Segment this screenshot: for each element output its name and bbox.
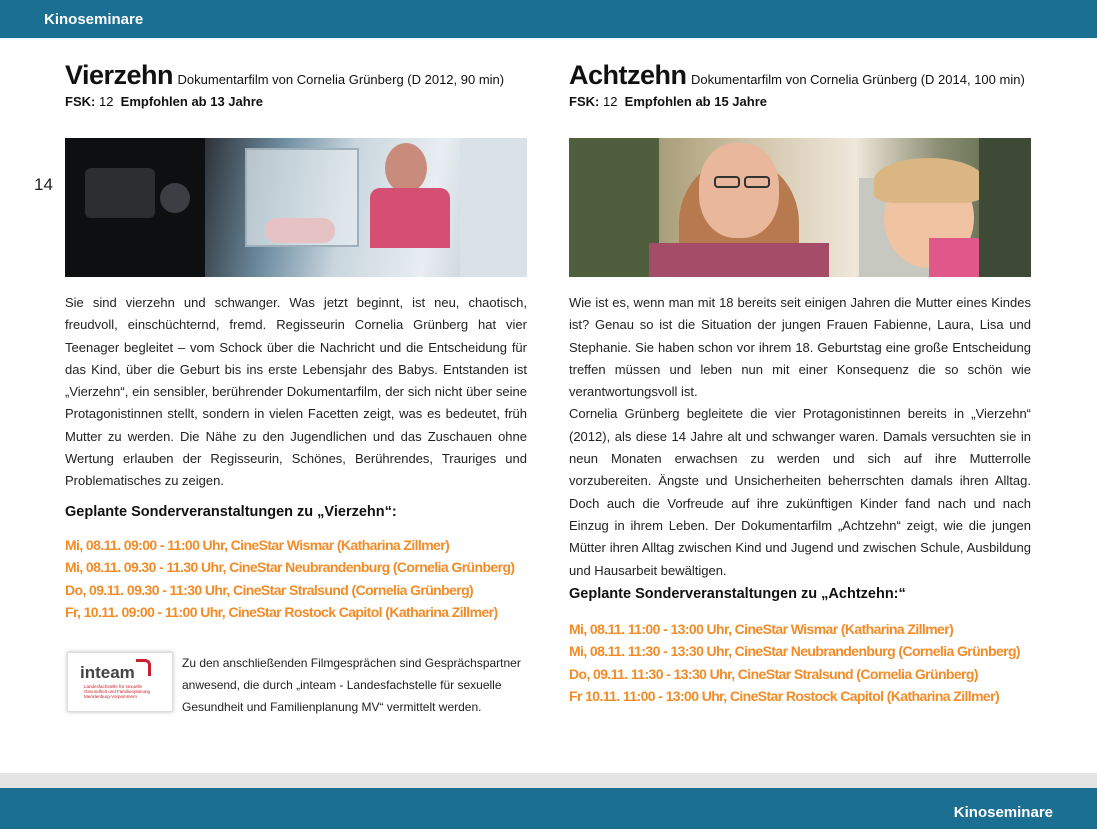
- header-bar: [0, 0, 1097, 38]
- description-paragraph: Sie sind vierzehn und schwanger. Was jetzt beginnt, ist neu, chaotisch, freudvoll, einschüchternd, fremd. Regisseurin Cornelia Grünberg hat vier Teenager begleitet – vom Schock über die Nachricht und die Entscheidung für das Kind, über die Geburt bis ins erste Lebensjahr des Babys. Entstanden ist „Vierzehn“, ein sensibler, berührender Dokumentarfilm, der sich nicht über seine Protagonistinnen stellt, sondern in vielen Facetten zeigt, was es bedeutet, früh Mutter zu werden. Die Nähe zu den Jugendlichen und das Zuschauen ohne Wertung erlauben der Regisseurin, Schönes, Berührendes, Trauriges und Problematisches zu zeigen.: [65, 295, 527, 489]
- page-number: 14: [34, 175, 53, 194]
- inteam-logo-subtitle: Landesfachstelle für sexuelle Gesundheit und Familienplanung Mecklenburg-Vorpommern: [84, 684, 151, 699]
- film-title: Vierzehn: [65, 60, 174, 90]
- footer-bar: [0, 788, 1097, 829]
- film-title: Achtzehn: [569, 60, 687, 90]
- event-item: Mi, 08.11. 11:30 - 13:30 Uhr, CineStar Neubrandenburg (Cornelia Grünberg): [569, 643, 1020, 660]
- film-title-line: [65, 60, 527, 94]
- description-paragraph: Cornelia Grünberg begleitete die vier Protagonistinnen bereits in „Vierzehn“ (2012), als diese 14 Jahre alt und schwanger waren. Damals versuchten sie in neun Monaten erwachsen zu werden und sich auf ihre Mutterrolle vorzubereiten. Ängste und Unsicherheiten beherrschten damals ihren Alltag. Doch auch die Vorfreude auf ihre zukünftigen Kinder fand nach und nach Einzug in ihrem Leben. Der Dokumentarfilm „Achtzehn“ zeigt, wie die jungen Mütter ihren Alltag zwischen Kind und Jugend und zwischen Schule, Ausbildung und Hausarbeit bewältigen.: [569, 406, 1031, 578]
- events-heading: Geplante Sonderveranstaltungen zu „Vierzehn“:: [65, 503, 397, 520]
- fsk-label: FSK:: [569, 94, 600, 109]
- footer-divider: [0, 773, 1097, 788]
- film-description: [65, 292, 527, 493]
- film-subtitle: Dokumentarfilm von Cornelia Grünberg (D 2012, 90 min): [177, 72, 505, 87]
- film-still-hospital: [65, 138, 527, 277]
- film-title-line: [569, 60, 1031, 94]
- event-item: Fr, 10.11. 09:00 - 11:00 Uhr, CineStar Rostock Capitol (Katharina Zillmer): [65, 604, 498, 621]
- description-paragraph: Wie ist es, wenn man mit 18 bereits seit einigen Jahren die Mutter eines Kindes ist? Genau so ist die Situation der jungen Frauen Fabienne, Laura, Lisa und Stephanie. Sie haben schon vor ihrem 18. Geburtstag eine große Entscheidung treffen müssen und leben nun mit einer Konsequenz die so schön wie verantwortungsvoll ist.: [569, 295, 1031, 400]
- event-list: [65, 534, 527, 624]
- fsk-line: [65, 94, 527, 109]
- event-item: Mi, 08.11. 09:00 - 11:00 Uhr, CineStar Wismar (Katharina Zillmer): [65, 536, 450, 553]
- inteam-note: [65, 650, 527, 714]
- event-item: Mi, 08.11. 11:00 - 13:00 Uhr, CineStar Wismar (Katharina Zillmer): [569, 620, 954, 637]
- fsk-value: 12: [602, 94, 618, 109]
- film-still-mother-child: [569, 138, 1031, 277]
- header-label: Kinoseminare: [44, 11, 144, 28]
- event-item: Fr 10.11. 11:00 - 13:00 Uhr, CineStar Rostock Capitol (Katharina Zillmer): [569, 688, 1000, 705]
- film-description: [569, 292, 1031, 582]
- fsk-line: [569, 94, 1031, 109]
- age-recommendation: Empfohlen ab 15 Jahre: [624, 94, 767, 109]
- fsk-value: 12: [98, 94, 114, 109]
- event-list: [569, 618, 1031, 708]
- events-heading: Geplante Sonderveranstaltungen zu „Achtzehn:“: [569, 585, 906, 602]
- footer-label: Kinoseminare: [953, 804, 1053, 821]
- film-subtitle: Dokumentarfilm von Cornelia Grünberg (D 2014, 100 min): [690, 72, 1025, 87]
- fsk-label: FSK:: [65, 94, 96, 109]
- film-column-vierzehn: [65, 60, 527, 714]
- event-item: Mi, 08.11. 09.30 - 11.30 Uhr, CineStar Neubrandenburg (Cornelia Grünberg): [65, 559, 515, 576]
- event-item: Do, 09.11. 09.30 - 11:30 Uhr, CineStar Stralsund (Cornelia Grünberg): [65, 581, 474, 598]
- inteam-logo-mark: [136, 659, 151, 676]
- inteam-logo: [67, 652, 173, 712]
- age-recommendation: Empfohlen ab 13 Jahre: [120, 94, 263, 109]
- inteam-logo-word: inteam: [80, 663, 135, 682]
- inteam-text: Zu den anschließenden Filmgesprächen sind Gesprächspartner anwesend, die durch „inteam - Landesfachstelle für sexuelle Gesundheit und Familienplanung MV“ vermittelt werden.: [182, 656, 521, 714]
- event-item: Do, 09.11. 11:30 - 13:30 Uhr, CineStar Stralsund (Cornelia Grünberg): [569, 665, 978, 682]
- film-column-achtzehn: [569, 60, 1031, 708]
